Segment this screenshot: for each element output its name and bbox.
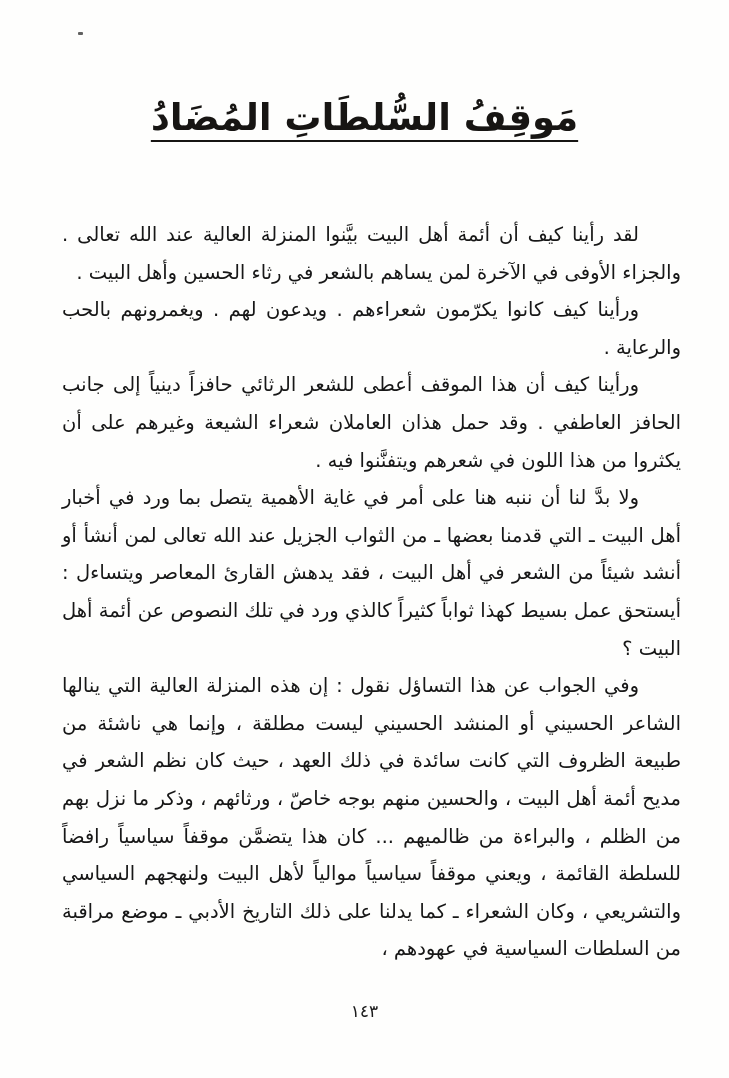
paragraph-1: لقد رأينا كيف أن أئمة أهل البيت بيَّنوا المنزلة العالية عند الله تعالى . والجزاء الأوفى في الآخرة لمن يساهم بالشعر في رثاء الحسين وأهل البيت . [62, 223, 681, 284]
page-title: مَوقِفُ السُّلطَاتِ المُضَادُ [150, 96, 579, 139]
paragraph-4: ولا بدَّ لنا أن ننبه هنا على أمر في غاية الأهمية يتصل بما ورد في أخبار أهل البيت ـ التي قدمنا بعضها ـ من الثواب الجزيل عند الله تعالى لمن أنشأ أو أنشد شيئاً من الشعر في أهل البيت ، فقد يدهش القارئ المعاصر ويتساءل : أيستحق عمل بسيط كهذا ثواباً كثيراً كالذي ورد في تلك النصوص عن أئمة أهل البيت ؟ [62, 486, 681, 660]
scan-speck [78, 32, 83, 35]
page-number: ١٤٣ [350, 1002, 379, 1022]
paragraph-2: ورأينا كيف كانوا يكرّمون شعراءهم . ويدعون لهم . ويغمرونهم بالحب والرعاية . [62, 298, 681, 359]
paragraph-3: ورأينا كيف أن هذا الموقف أعطى للشعر الرثائي حافزاً دينياً إلى جانب الحافز العاطفي . وقد حمل هذان العاملان شعراء الشيعة وغيرهم على أن يكثروا من هذا اللون في شعرهم ويتفنَّنوا فيه . [62, 373, 681, 472]
page-body [62, 216, 681, 968]
paragraph-5: وفي الجواب عن هذا التساؤل نقول : إن هذه المنزلة العالية التي ينالها الشاعر الحسيني أو المنشد الحسيني ليست مطلقة ، وإنما هي ناشئة من طبيعة الظروف التي كانت سائدة في ذلك العهد ، حيث كان نظم الشعر في مديح أئمة أهل البيت ، والحسين منهم بوجه خاصّ ، ورثائهم ، وذكر ما نزل بهم من الظلم ، والبراءة من ظالميهم ... كان هذا يتضمَّن موقفاً سياسياً رافضاً للسلطة القائمة ، ويعني موقفاً سياسياً موالياً لأهل البيت ولنهجهم السياسي والتشريعي ، وكان الشعراء ـ كما يدلنا على ذلك التاريخ الأدبي ـ موضع مراقبة من السلطات السياسية في عهودهم ، [62, 674, 681, 961]
